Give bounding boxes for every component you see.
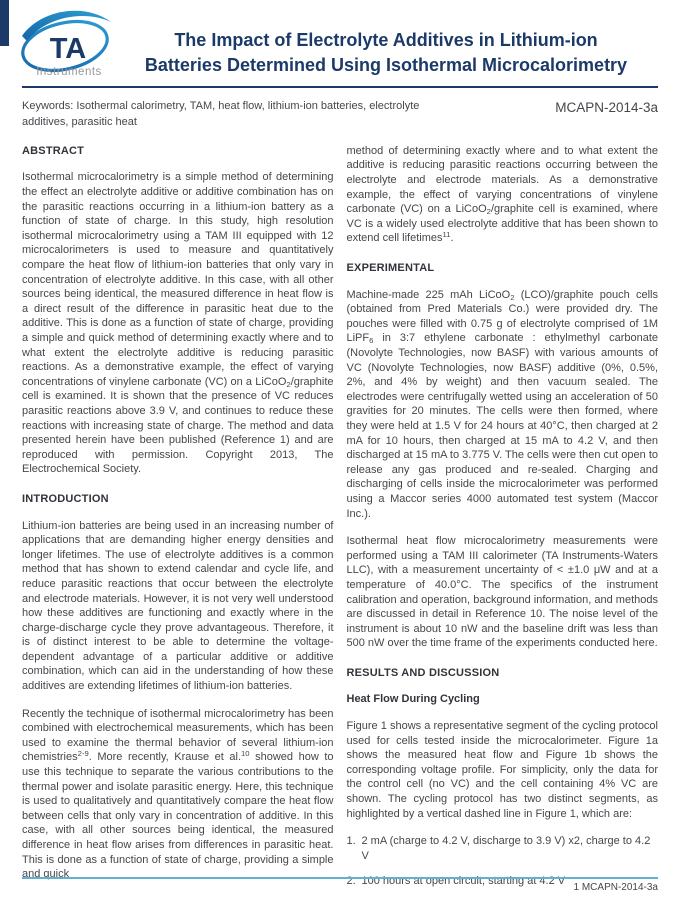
list-item-text: 2 mA (charge to 4.2 V, discharge to 3.9 V) x2, charge to 4.2 V: [361, 835, 651, 862]
list-item-text: 100 hours at open circuit, starting at 4.2 V: [361, 875, 566, 888]
page-title: [114, 6, 658, 78]
document-number: MCAPN-2014-3a: [555, 100, 658, 115]
section-heading: INTRODUCTION: [22, 492, 109, 505]
paragraph: method of determining exactly where and to what extent the additive is reducing parasitic reactions occurring between the electrolyte and electrode materials. As a demonstrative example, the effect of varying concentrations of vinylene carbonate (VC) on a LiCoO$_2$/graphite cell is examined, where VC is a widely used electrolyte additive that has been shown to extend cell lifetimes$^{11}$.: [346, 144, 658, 245]
paragraph: Lithium-ion batteries are being used in an increasing number of applications that are demanding higher energy densities and longer lifetimes. The use of electrolyte additives is a common method that has shown to extend calendar and cycle life, and reduce parasitic reactions that occur between the electrolyte and electrode materials. However, it is not very well understood how these additives are functioning and exactly where in the charge-discharge cycle they prove advantageous. Therefore, it is of distinct interest to be able to determine the voltage-dependent advantage of a particular additive or additive combination, which can aid in the understanding of how these additives are extending lifetimes of lithium-ion batteries.: [22, 519, 334, 693]
list-item-number: 2.: [346, 875, 356, 888]
logo-instruments-text: Instruments: [36, 66, 102, 78]
right-column: [347, 144, 659, 900]
footer-page-label: 1 MCAPN-2014-3a: [573, 882, 658, 893]
section-heading: ABSTRACT: [22, 144, 85, 157]
ta-instruments-logo: [14, 6, 114, 78]
section-heading: EXPERIMENTAL: [346, 262, 435, 275]
page-title-line1: The Impact of Electrolyte Additives in Lithium-ion: [174, 30, 598, 50]
corner-accent-bar: [0, 0, 9, 46]
paragraph: Figure 1 shows a representative segment of the cycling protocol used for cells tested inside the microcalorimeter. Figure 1a shows the measured heat flow and Figure 1b shows the corresponding voltage profile. For simplicity, only the data for the control cell (no VC) and the cell containing 4% VC are shown. The cycling protocol has two distinct segments, as highlighted by a vertical dashed line in Figure 1, which are:: [346, 720, 658, 820]
keywords-text: Keywords: Isothermal calorimetry, TAM, heat flow, lithium-ion batteries, electrolyte additives, parasitic heat: [22, 100, 420, 128]
two-column-body: [0, 131, 680, 900]
paragraph: Machine-made 225 mAh LiCoO$_2$ (LCO)/graphite pouch cells (obtained from Pred Materials Co.) were provided dry. The pouches were filled with 0.75 g of electrolyte comprised of 1M LiPF$_6$ in 3:7 ethylene carbonate : ethylmethyl carbonate (Novolyte Technologies, now BASF) with various amounts of VC (Novolyte Technologies, now BASF) additive (0%, 0.5%, 2%, and 4% by weight) and then vacuum sealed. The electrodes were centrifugally wetted using an acceleration of 50 gravities for 20 minutes. The cells were then formed, where they were held at 1.5 V for 24 hours at 40°C, then charged at 2 mA for 10 hours, then charged at 15 mA to 4.2 V, and then discharged at 15 mA to 3.775 V. The cells were then cut open to release any gas produced and re-sealed. Charging and discharging of cells inside the microcalorimeter was performed using a Maccor series 4000 automated test system (Maccor Inc.).: [346, 288, 658, 520]
section-heading: RESULTS AND DISCUSSION: [346, 666, 500, 679]
paragraph: Isothermal microcalorimetry is a simple method of determining the effect an electrolyte additive or additive combination has on the parasitic reactions occurring in a lithium-ion battery as a function of state of charge. In this study, high resolution isothermal microcalorimetry using a TAM III equipped with 12 microcalorimeters is used to measure and quantitatively compare the heat flow of lithium-ion batteries that only vary in concentration of electrolyte additive. In this case, with all other sources being identical, the measured difference in heat flow is a direct result of the difference in parasitic heat due to the additive. This is done as a function of state of charge, providing a simple and quick method of determining exactly where and to what extent the electrolyte additive is reducing parasitic reactions. As a demonstrative example, the effect of varying concentrations of vinylene carbonate (VC) on a LiCoO$_2$/graphite cell is examined. It is shown that the presence of VC reduces parasitic reactions above 3.9 V, and continues to reduce these reactions with increasing state of charge. The method and data presented herein have been published (Reference 1) and are reproduced with permission. Copyright 2013, The Electrochemical Society.: [22, 171, 334, 476]
left-column: [22, 144, 334, 900]
page-title-line2: Batteries Determined Using Isothermal Microcalorimetry: [144, 54, 628, 75]
paragraph: Recently the technique of isothermal microcalorimetry has been combined with electrochemical measurements, which has been used to examine the thermal behavior of several lithium-ion chemistries$^{2-9}$. More recently, Krause et al.$^{10}$ showed how to use this technique to separate the various contributions to the thermal power and isolate parasitic energy. Here, this technique is used to qualitatively and quantitatively compare the heat flow between cells that only vary in concentration of additive. In this case, with all other sources being identical, the measured difference in heat flow arises from differences in parasitic heat. This is done as a function of state of charge, providing a simple and quick: [22, 707, 334, 881]
page-header: [0, 0, 680, 78]
list-item: [347, 834, 659, 863]
keywords-row: [0, 88, 680, 131]
logo-brand-text: TA: [49, 33, 87, 65]
paragraph: Isothermal heat flow microcalorimetry measurements were performed using a TAM III calorimeter (TA Instruments-Waters LLC), with a measurement uncertainty of < ±1.0 μW and at a temperature of 40.0°C. The specifics of the instrument calibration and operation, background information, and methods are discussed in detail in Reference 10. The noise level of the instrument is about 10 nW and the baseline drift was less than 500 nW over the time frame of the experiments conducted here.: [346, 535, 658, 650]
section-subheading: Heat Flow During Cycling: [346, 693, 480, 706]
page-footer: [22, 877, 658, 893]
list-item-number: 1.: [346, 835, 356, 848]
